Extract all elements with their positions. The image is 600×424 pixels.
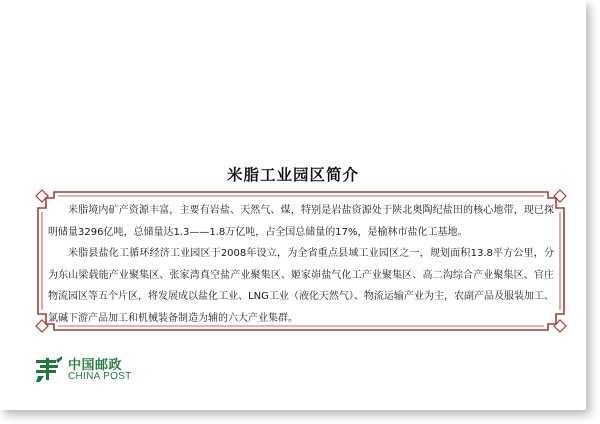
intro-text <box>48 200 554 329</box>
logo-english-text: CHINA POST <box>68 371 132 382</box>
china-post-logo <box>34 354 154 384</box>
intro-paragraph-2: 米脂县盐化工循环经济工业园区于2008年设立，为全省重点县域工业园区之一，规划面积13.8平方公里，分为东山梁载能产业聚集区、张家湾真空盐产业聚集区、姬家峁盐气化工产业聚集区、高二沟综合产业聚集区、官庄物流园区等五个片区，将发展成以盐化工业、LNG工业（液化天然气）、物流运输产业为主，农副产品及服装加工、氯碱下游产品加工和机械装备制造为辅的六大产业集群。 <box>48 248 554 324</box>
page-title: 米脂工业园区简介 <box>226 166 359 184</box>
logo-chinese-text: 中国邮政 <box>68 358 123 373</box>
intro-paragraph-1: 米脂境内矿产资源丰富，主要有岩盐、天然气、煤，特别是岩盐资源处于陕北奥陶纪盐田的核心地带，现已探明储量3296亿吨，总储量达1.3——1.8万亿吨，占全国总储量的17%，是榆林市盐化工基地。 <box>48 205 554 238</box>
china-post-logo-icon <box>34 354 64 384</box>
